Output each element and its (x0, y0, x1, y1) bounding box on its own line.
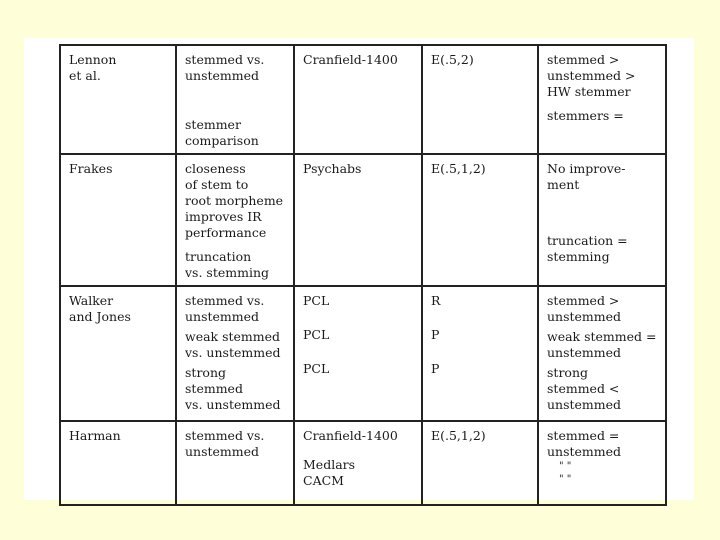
comparison-text: truncation vs. stemming (185, 249, 270, 280)
measure-text: P (431, 327, 440, 342)
result-text: stemmed = unstemmed (547, 428, 622, 459)
comparison-cell (176, 421, 294, 505)
author-cell (60, 286, 176, 421)
result-cell (538, 286, 666, 421)
result-cell (538, 154, 666, 286)
measure-text: E(.5,1,2) (431, 428, 486, 443)
result-text: strong stemmed < unstemmed (547, 365, 622, 412)
result-cell (538, 45, 666, 154)
measure-cell (422, 421, 538, 505)
collection-cell (294, 286, 422, 421)
measure-text: E(.5,1,2) (431, 161, 486, 176)
table-row (60, 154, 666, 286)
comparison-text: closeness of stem to root morpheme improves IR performance (185, 161, 284, 240)
collection-text: Medlars CACM (303, 457, 356, 488)
comparison-text: stemmed vs. unstemmed (185, 52, 265, 83)
collection-text: PCL (303, 361, 330, 376)
result-cell (538, 421, 666, 505)
collection-text: Cranfield-1400 (303, 428, 398, 443)
table-row (60, 45, 666, 154)
comparison-text: stemmed vs. unstemmed (185, 428, 265, 459)
collection-cell (294, 421, 422, 505)
table-row (60, 286, 666, 421)
collection-text: Cranfield-1400 (303, 52, 398, 67)
author-cell (60, 154, 176, 286)
author-cell (60, 421, 176, 505)
author-text: Frakes (69, 161, 113, 176)
measure-text: R (431, 293, 441, 308)
author-text: Harman (69, 428, 121, 443)
stemming-studies-table (59, 44, 667, 506)
collection-text: PCL (303, 327, 330, 342)
measure-cell (422, 154, 538, 286)
measure-cell (422, 286, 538, 421)
result-text: stemmed > unstemmed (547, 293, 622, 324)
collection-text: Psychabs (303, 161, 362, 176)
table-row (60, 421, 666, 505)
measure-text: P (431, 361, 440, 376)
ditto-mark: " " (559, 474, 572, 485)
result-text: weak stemmed = unstemmed (547, 329, 657, 360)
measure-cell (422, 45, 538, 154)
collection-cell (294, 154, 422, 286)
result-text: No improve- ment (547, 161, 626, 192)
ditto-mark: " " (559, 461, 572, 472)
comparison-cell (176, 154, 294, 286)
result-text: truncation = stemming (547, 233, 628, 264)
measure-text: E(.5,2) (431, 52, 474, 67)
author-text: Walker and Jones (69, 293, 131, 324)
result-text: stemmers = (547, 108, 624, 123)
author-text: Lennon et al. (69, 52, 117, 83)
author-cell (60, 45, 176, 154)
comparison-cell (176, 286, 294, 421)
comparison-text: stemmer comparison (185, 117, 259, 148)
comparison-text: strong stemmed vs. unstemmed (185, 365, 281, 412)
collection-cell (294, 45, 422, 154)
scanned-page (24, 38, 694, 500)
comparison-cell (176, 45, 294, 154)
comparison-text: weak stemmed vs. unstemmed (185, 329, 281, 360)
comparison-text: stemmed vs. unstemmed (185, 293, 265, 324)
collection-text: PCL (303, 293, 330, 308)
result-text: stemmed > unstemmed > HW stemmer (547, 52, 636, 99)
